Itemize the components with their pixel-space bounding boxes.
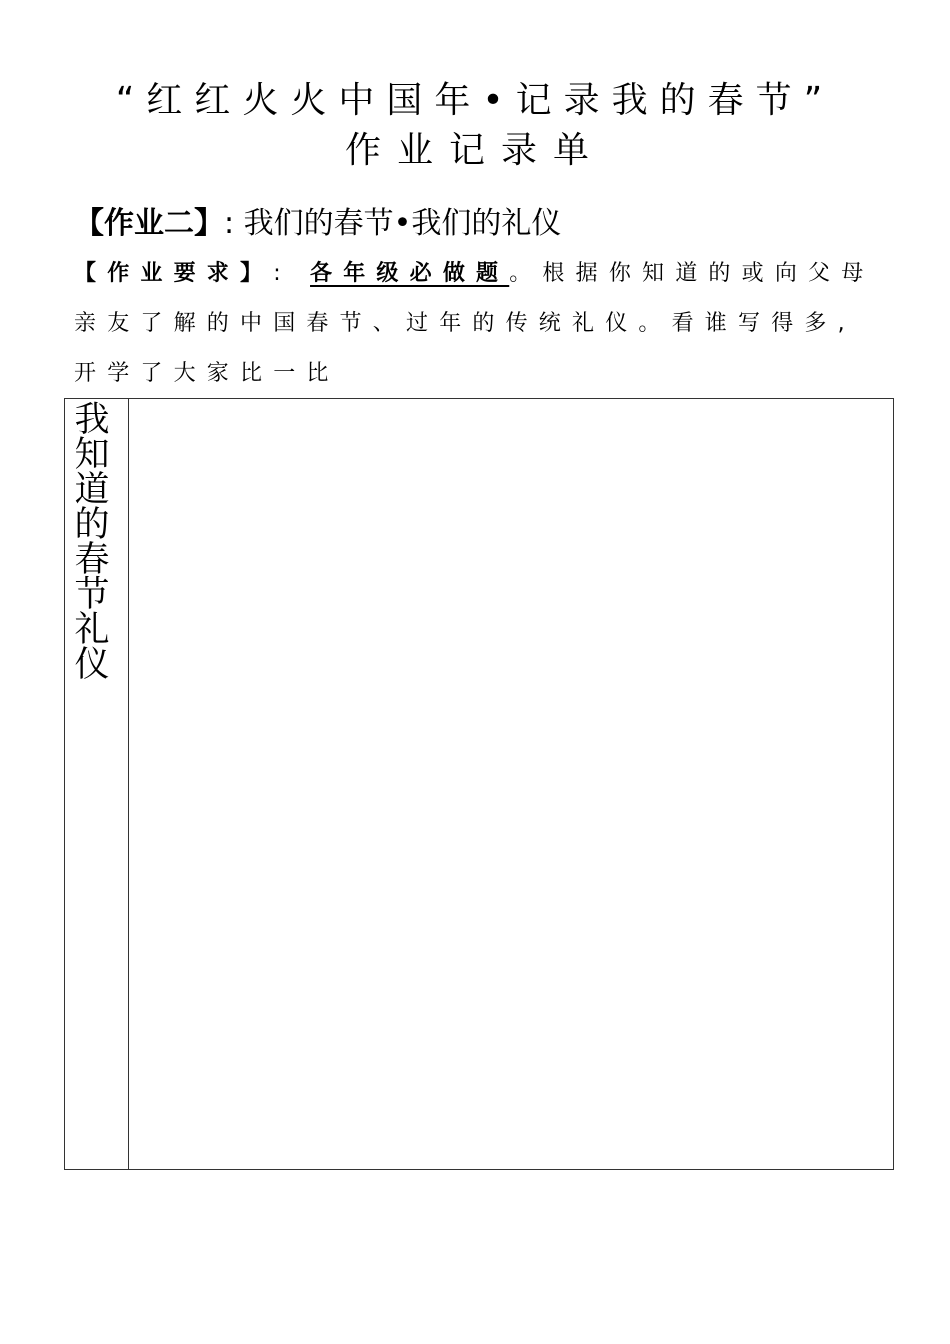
record-table [64,398,894,1170]
requirement-colon: : [273,261,292,286]
requirement-line-2: 亲友了解的中国春节、过年的传统礼仪。看谁写得多, [74,311,856,336]
answer-area[interactable] [129,399,893,1169]
row-label-cell [65,399,129,1169]
assignment-heading [74,201,561,247]
requirement-label: 【作业要求】 [74,261,274,286]
heading-colon: : [224,206,235,241]
assignment-number: 【作业二】 [74,206,224,241]
document-subtitle: 作业记录单 [344,130,605,171]
document-title: “红红火火中国年•记录我的春节” [115,80,835,121]
assignment-topic: 我们的春节•我们的礼仪 [243,206,562,241]
row-label: 我知道的春节礼仪 [69,400,109,680]
requirement-line-1 [74,254,874,294]
requirement-text-1: 。根据你知道的或向父母 [509,261,875,286]
requirement-line-3: 开学了大家比一比 [74,361,340,386]
requirement-emphasis: 各年级必做题 [310,261,510,286]
